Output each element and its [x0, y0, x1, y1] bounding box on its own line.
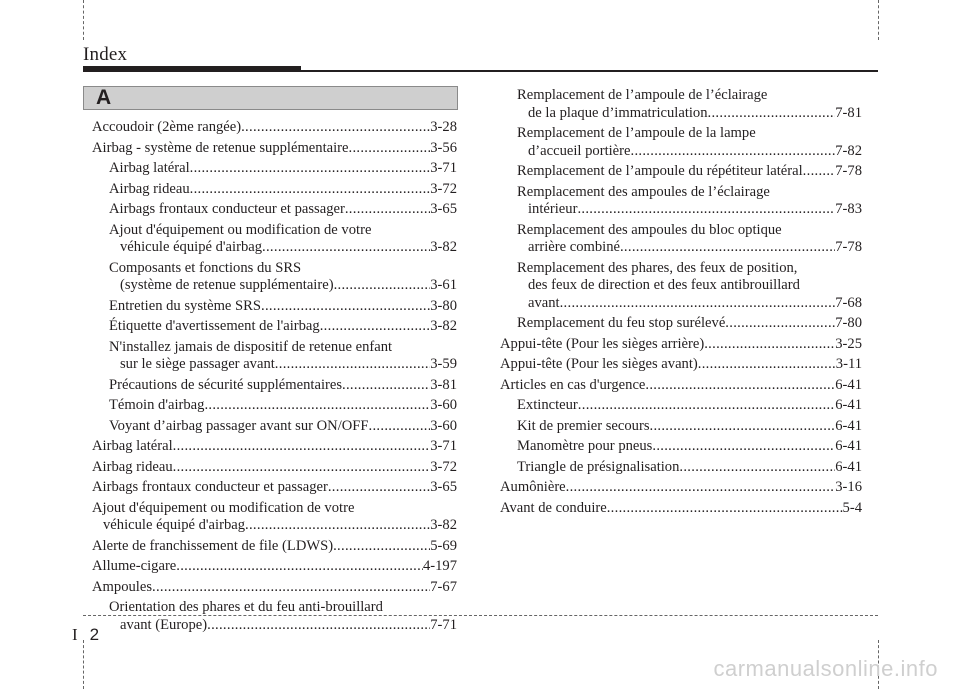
- index-entry-text: Accoudoir (2ème rangée): [92, 119, 242, 135]
- index-entry-page: 3-71: [430, 438, 457, 454]
- dot-leader: [577, 201, 835, 219]
- index-entry-term: [517, 418, 862, 436]
- index-column-right: [500, 87, 862, 520]
- index-entry-page: 3-80: [430, 297, 457, 314]
- index-entry-text: Remplacement de l’ampoule du répétiteur latéral: [517, 163, 803, 179]
- index-entry-page: 7-71: [430, 616, 457, 633]
- index-entry-term: [517, 87, 862, 105]
- index-entry-text: Ajout d'équipement ou modification de votre: [109, 221, 372, 238]
- index-entry-text: d’accueil portière: [528, 142, 631, 159]
- index-entry-term: [109, 377, 457, 395]
- index-entry: [500, 163, 862, 181]
- crop-mark-left-bottom: [83, 640, 84, 689]
- index-entry-page: 3-60: [430, 397, 457, 413]
- dot-leader: [173, 438, 431, 456]
- index-entry-text: Ampoules: [92, 578, 152, 595]
- index-entry-term-continued: [517, 143, 862, 161]
- index-entry-page: 5-69: [430, 537, 457, 554]
- index-entry-text: Témoin d'airbag: [109, 397, 205, 413]
- index-entry-text: Airbag rideau: [92, 458, 173, 475]
- index-entry-text: Extincteur: [517, 397, 578, 413]
- index-entry-text: de la plaque d’immatriculation: [528, 104, 708, 121]
- index-entry-text: Étiquette d'avertissement de l'airbag: [109, 318, 320, 334]
- index-entry: [500, 438, 862, 456]
- index-entry: [500, 479, 862, 497]
- index-entry-page: 3-25: [835, 335, 862, 352]
- index-entry-term-continued: [517, 277, 862, 295]
- watermark: carmanualsonline.info: [713, 656, 938, 681]
- index-entry-text: avant (Europe): [120, 616, 208, 633]
- index-entry: [92, 438, 457, 456]
- index-entry-page: 3-72: [430, 180, 457, 197]
- index-entry-page: 6-41: [835, 397, 862, 413]
- index-entry-page: 3-72: [430, 458, 457, 475]
- dot-leader: [620, 239, 835, 257]
- index-entry-page: 3-65: [430, 479, 457, 495]
- index-entry-term: [109, 599, 457, 617]
- dot-leader: [328, 479, 430, 497]
- index-entry-term: [92, 140, 457, 158]
- footer-page-number: [72, 625, 99, 645]
- index-entry-page: 6-41: [835, 417, 862, 434]
- index-entry-term-continued: [517, 105, 862, 123]
- index-column-left: [92, 119, 457, 637]
- dot-leader: [631, 143, 836, 161]
- index-entry-page: 6-41: [835, 376, 862, 393]
- index-entry-term: [92, 119, 457, 137]
- index-entry-page: 5-4: [842, 499, 862, 516]
- index-entry: [92, 479, 457, 497]
- index-entry-page: 7-68: [835, 294, 862, 311]
- index-entry-term: [92, 579, 457, 597]
- index-entry-text: Remplacement du feu stop surélevé: [517, 315, 726, 331]
- index-entry: [92, 140, 457, 158]
- dot-leader: [698, 356, 836, 374]
- index-entry-text: Remplacement des ampoules de l’éclairage: [517, 183, 770, 200]
- index-entry-page: 6-41: [835, 438, 862, 454]
- index-entry-text: Airbags frontaux conducteur et passager: [92, 479, 328, 495]
- index-entry-text: intérieur: [528, 201, 578, 217]
- index-entry-text: avant: [528, 294, 560, 311]
- dot-leader: [560, 295, 836, 313]
- index-entry: [500, 87, 862, 122]
- index-entry-text: Allume-cigare: [92, 558, 177, 574]
- index-entry-term: [517, 315, 862, 333]
- dot-leader: [369, 418, 431, 436]
- index-entry: [92, 397, 457, 415]
- index-entry-term: [517, 163, 862, 181]
- index-entry-term: [517, 125, 862, 143]
- index-entry-text: Airbags frontaux conducteur et passager: [109, 201, 345, 217]
- dot-leader: [241, 119, 430, 137]
- index-entry: [92, 222, 457, 257]
- index-entry-page: 3-60: [430, 417, 457, 434]
- index-entry: [92, 119, 457, 137]
- index-entry: [92, 377, 457, 395]
- footer-section-letter: I: [72, 625, 78, 644]
- dot-leader: [345, 201, 430, 219]
- dot-leader: [334, 277, 431, 295]
- index-entry-page: 3-28: [430, 119, 457, 135]
- index-entry-page: 3-82: [430, 318, 457, 334]
- index-entry-text: des feux de direction et des feux antibrouillard: [528, 277, 800, 293]
- index-entry: [92, 579, 457, 597]
- dot-leader: [578, 397, 835, 415]
- index-entry-term: [92, 558, 457, 576]
- index-entry: [92, 459, 457, 477]
- index-entry: [500, 125, 862, 160]
- crop-mark-right: [878, 0, 879, 40]
- index-entry-term: [500, 356, 862, 374]
- section-letter: A: [96, 86, 112, 109]
- index-entry-term: [92, 500, 457, 518]
- index-entry-term: [517, 397, 862, 415]
- index-entry-page: 3-61: [430, 277, 457, 293]
- dot-leader: [333, 538, 430, 556]
- dot-leader: [275, 356, 430, 374]
- index-entry: [500, 459, 862, 477]
- dot-leader: [245, 517, 430, 535]
- index-entry: [500, 222, 862, 257]
- index-entry-page: 7-78: [835, 239, 862, 255]
- index-entry-term: [500, 336, 862, 354]
- index-entry-text: Orientation des phares et du feu anti-brouillard: [109, 599, 383, 615]
- dot-leader: [261, 298, 430, 316]
- index-entry: [92, 418, 457, 436]
- index-entry-page: 7-67: [430, 578, 457, 595]
- index-entry-text: Remplacement des ampoules du bloc optique: [517, 221, 782, 238]
- index-entry-term: [517, 184, 862, 202]
- footer-page-num: 2: [89, 625, 100, 644]
- index-entry-term-continued: [109, 356, 457, 374]
- index-entry-term: [92, 438, 457, 456]
- index-entry-text: Avant de conduire: [500, 499, 607, 516]
- section-header-bar: [83, 86, 458, 110]
- dot-leader: [679, 459, 835, 477]
- crop-mark-left: [83, 0, 84, 40]
- index-entry-term-continued: [92, 517, 457, 535]
- index-entry: [500, 336, 862, 354]
- index-entry-page: 7-82: [835, 142, 862, 159]
- index-entry: [500, 377, 862, 395]
- dot-leader: [190, 181, 431, 199]
- dot-leader: [725, 315, 835, 333]
- index-entry-term-continued: [109, 277, 457, 295]
- dot-leader: [190, 160, 431, 178]
- index-entry-text: Appui-tête (Pour les sièges arrière): [500, 335, 705, 352]
- index-entry: [92, 160, 457, 178]
- index-entry-term: [109, 201, 457, 219]
- index-entry-text: Aumônière: [500, 479, 566, 495]
- index-entry-text: Articles en cas d'urgence: [500, 376, 646, 393]
- index-entry-text: sur le siège passager avant: [120, 356, 275, 372]
- index-entry-term: [92, 479, 457, 497]
- index-entry-page: 7-81: [835, 104, 862, 121]
- index-entry-term: [517, 459, 862, 477]
- dot-leader: [803, 163, 836, 181]
- index-entry-text: Airbag - système de retenue supplémentaire: [92, 139, 349, 156]
- dot-leader: [566, 479, 836, 497]
- index-entry-term: [109, 318, 457, 336]
- index-entry-term: [500, 479, 862, 497]
- index-entry-text: véhicule équipé d'airbag: [120, 239, 263, 255]
- dot-leader: [152, 579, 430, 597]
- index-entry-text: Précautions de sécurité supplémentaires: [109, 376, 343, 393]
- index-entry-term-continued: [517, 295, 862, 313]
- index-entry-text: Composants et fonctions du SRS: [109, 259, 302, 276]
- index-entry-text: Remplacement des phares, des feux de position,: [517, 259, 798, 276]
- index-entry-page: 3-56: [430, 139, 457, 156]
- index-entry-text: Alerte de franchissement de file (LDWS): [92, 537, 334, 554]
- index-entry-text: Remplacement de l’ampoule de l’éclairage: [517, 87, 768, 103]
- index-entry-page: 6-41: [835, 458, 862, 475]
- index-entry-term: [109, 160, 457, 178]
- index-entry-term: [109, 181, 457, 199]
- index-entry-text: Triangle de présignalisation: [517, 458, 680, 475]
- dot-leader: [349, 140, 431, 158]
- index-entry-term: [500, 377, 862, 395]
- index-entry-term: [109, 298, 457, 316]
- index-entry-text: Kit de premier secours: [517, 417, 650, 434]
- footer-rule: [83, 615, 878, 616]
- index-entry-text: N'installez jamais de dispositif de retenue enfant: [109, 338, 393, 355]
- index-entry-page: 4-197: [422, 558, 457, 574]
- index-entry: [92, 599, 457, 634]
- dot-leader: [173, 459, 431, 477]
- index-entry-page: 7-83: [835, 201, 862, 217]
- index-entry-term: [92, 459, 457, 477]
- page-header-title: Index: [83, 44, 128, 65]
- index-entry-term: [92, 538, 457, 556]
- index-entry: [92, 538, 457, 556]
- index-entry-term: [517, 260, 862, 278]
- index-entry-page: 3-59: [430, 356, 457, 372]
- dot-leader: [708, 105, 836, 123]
- dot-leader: [320, 318, 431, 336]
- index-entry: [500, 418, 862, 436]
- index-entry-text: Voyant d’airbag passager avant sur ON/OFF: [109, 417, 369, 434]
- index-entry-page: 3-11: [835, 356, 862, 372]
- index-entry-page: 3-65: [430, 201, 457, 217]
- index-entry: [92, 260, 457, 295]
- index-entry-text: Airbag latéral: [109, 160, 190, 176]
- dot-leader: [262, 239, 430, 257]
- dot-leader: [704, 336, 835, 354]
- index-entry: [500, 260, 862, 313]
- dot-leader: [607, 500, 843, 518]
- index-entry-text: Appui-tête (Pour les sièges avant): [500, 356, 698, 372]
- index-entry: [92, 558, 457, 576]
- index-entry-term: [517, 438, 862, 456]
- index-entry-text: Remplacement de l’ampoule de la lampe: [517, 125, 756, 141]
- index-entry: [92, 181, 457, 199]
- index-entry-term-continued: [109, 239, 457, 257]
- dot-leader: [204, 397, 430, 415]
- index-entry: [92, 339, 457, 374]
- header-rule-thin: [301, 70, 878, 72]
- dot-leader: [650, 418, 836, 436]
- index-entry-page: 7-78: [835, 163, 862, 179]
- dot-leader: [207, 617, 430, 635]
- index-entry-text: arrière combiné: [528, 239, 620, 255]
- index-entry-term: [109, 397, 457, 415]
- index-entry-text: (système de retenue supplémentaire): [120, 277, 334, 293]
- index-entry: [92, 500, 457, 535]
- index-entry-page: 3-16: [835, 479, 862, 495]
- dot-leader: [652, 438, 835, 456]
- index-entry-text: véhicule équipé d'airbag: [103, 517, 246, 533]
- index-entry-text: Airbag latéral: [92, 438, 173, 454]
- index-entry-term-continued: [109, 617, 457, 635]
- index-entry: [500, 315, 862, 333]
- index-entry: [92, 201, 457, 219]
- index-entry-text: Airbag rideau: [109, 180, 190, 197]
- index-entry: [500, 356, 862, 374]
- index-entry-text: Ajout d'équipement ou modification de votre: [92, 499, 355, 516]
- index-entry-page: 3-82: [430, 517, 457, 533]
- index-entry-term-continued: [517, 239, 862, 257]
- index-entry-page: 3-71: [430, 160, 457, 176]
- index-entry-text: Manomètre pour pneus: [517, 438, 653, 454]
- index-entry-term: [109, 339, 457, 357]
- index-entry-term: [109, 260, 457, 278]
- dot-leader: [645, 377, 835, 395]
- index-entry-page: 7-80: [835, 315, 862, 331]
- header-rule-thick: [83, 66, 301, 72]
- dot-leader: [342, 377, 430, 395]
- index-entry: [500, 397, 862, 415]
- index-entry: [92, 298, 457, 316]
- index-entry-page: 3-82: [430, 239, 457, 255]
- index-entry-term: [109, 222, 457, 240]
- index-entry-term: [500, 500, 862, 518]
- index-entry-term: [517, 222, 862, 240]
- index-entry: [500, 184, 862, 219]
- index-entry-term: [109, 418, 457, 436]
- index-entry-text: Entretien du système SRS: [109, 297, 262, 314]
- index-entry: [92, 318, 457, 336]
- index-entry: [500, 500, 862, 518]
- index-entry-term-continued: [517, 201, 862, 219]
- index-entry-page: 3-81: [430, 376, 457, 393]
- dot-leader: [176, 558, 423, 576]
